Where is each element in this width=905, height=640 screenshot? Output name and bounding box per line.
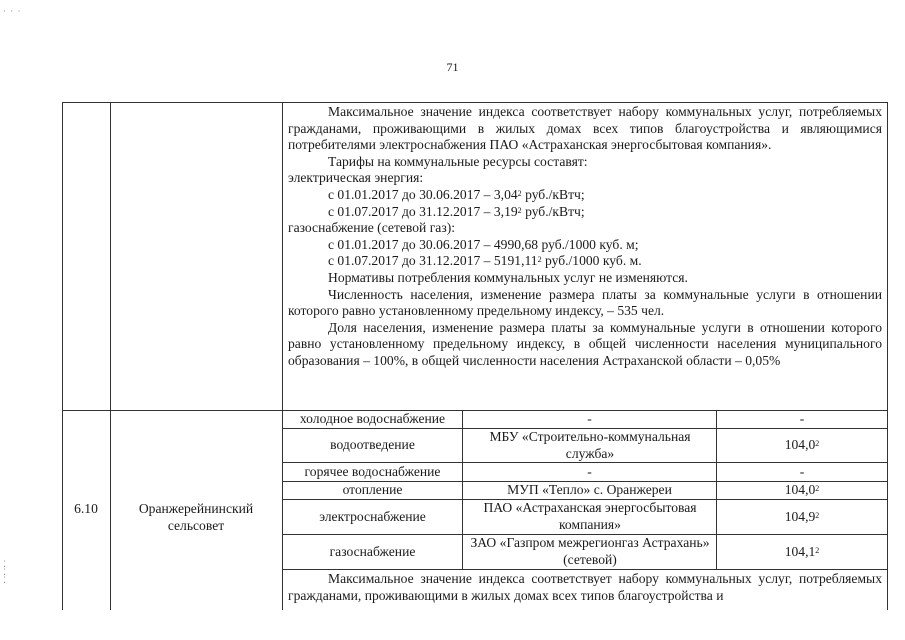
row-number: 6.10 — [74, 501, 98, 516]
index-hot-water: - — [799, 464, 805, 479]
provider-cold-water: - — [587, 411, 592, 426]
provider-hot-water: - — [587, 464, 592, 479]
provider-sewerage: МБУ «Строительно-коммунальная служба» — [489, 429, 691, 461]
index-gas-value: 104,1 — [784, 544, 816, 559]
provider-electricity: ПАО «Астраханская энергосбытовая компания» — [483, 500, 697, 532]
index-sewerage-value: 104,0 — [784, 437, 816, 452]
index-cold-water: - — [799, 411, 805, 426]
index-gas — [717, 544, 887, 561]
index-electricity-value: 104,9 — [784, 509, 816, 524]
index-heating-footnote: 2 — [815, 484, 820, 493]
page-number: 71 — [446, 60, 459, 74]
paragraph-population: Численность населения, изменение размера платы за коммунальные услуги в отношении которого равно установленному предельному индексу, – 535 чел. — [288, 286, 882, 319]
provider-heating: МУП «Тепло» с. Оранжереи — [507, 482, 672, 497]
paragraph-electricity-h1: с 01.01.2017 до 30.06.2017 – 3,04$^2$ руб./кВтч; — [328, 186, 585, 202]
col-number-rule — [110, 102, 111, 610]
index-electricity-footnote: 2 — [815, 511, 820, 520]
upper-text-block — [288, 104, 882, 370]
index-sewerage-footnote: 2 — [815, 439, 820, 448]
index-gas-footnote: 2 — [815, 546, 820, 555]
service-heating: отопление — [342, 482, 403, 497]
bottom-paragraph: Максимальное значение индекса соответствует набору коммунальных услуг, потребляемых гражданами, проживающими в жилых домах всех типов благоустройства и — [288, 571, 882, 603]
paragraph-norms: Нормативы потребления коммунальных услуг не изменяются. — [328, 269, 688, 285]
service-electricity: электроснабжение — [319, 509, 426, 524]
service-sewerage: водоотведение — [330, 437, 415, 452]
paragraph-electricity-heading: электрическая энергия: — [288, 170, 424, 186]
scan-mark-bottom: ⁚ ⁚ ⁚ — [3, 559, 7, 585]
scan-mark-top: · · · — [3, 6, 22, 16]
paragraph-population-share: Доля населения, изменение размера платы за коммунальные услуги в отношении которого равно установленному предельному индексу, в общей численности населения муниципального образования – 100%, в общей численности населения Астраханской области – 0,05% — [288, 319, 882, 368]
table-top-rule — [62, 102, 888, 103]
subrow-rule-6 — [282, 569, 888, 570]
index-electricity — [717, 509, 887, 526]
index-heating-value: 104,0 — [784, 482, 816, 497]
paragraph-electricity-h2: с 01.07.2017 до 31.12.2017 – 3,19$^2$ руб./кВтч; — [328, 203, 585, 219]
paragraph-tariffs-intro: Тарифы на коммунальные ресурсы составят: — [328, 153, 588, 169]
service-cold-water: холодное водоснабжение — [299, 411, 446, 426]
index-heating — [717, 482, 887, 499]
paragraph-gas-heading: газоснабжение (сетевой газ): — [288, 220, 455, 236]
paragraph-gas-h1: с 01.01.2017 до 30.06.2017 – 4990,68 руб./1000 куб. м; — [328, 236, 639, 252]
paragraph-gas-h2: с 01.07.2017 до 31.12.2017 – 5191,11$^2$ руб./1000 куб. м. — [328, 253, 642, 269]
service-hot-water: горячее водоснабжение — [304, 464, 441, 479]
municipality-name: Оранжерейнинский сельсовет — [138, 501, 254, 533]
index-sewerage — [717, 437, 887, 454]
paragraph-max-index: Максимальное значение индекса соответствует набору коммунальных услуг, потребляемых гражданами, проживающими в жилых домах всех типов благоустройства и являющимися потребителями электроснабжения ПАО «Астраханская энергосбытовая компания». — [288, 104, 882, 153]
service-gas: газоснабжение — [329, 544, 416, 559]
table-left-rule — [62, 102, 63, 610]
provider-gas: ЗАО «Газпром межрегионгаз Астрахань» (сетевой) — [470, 535, 710, 567]
